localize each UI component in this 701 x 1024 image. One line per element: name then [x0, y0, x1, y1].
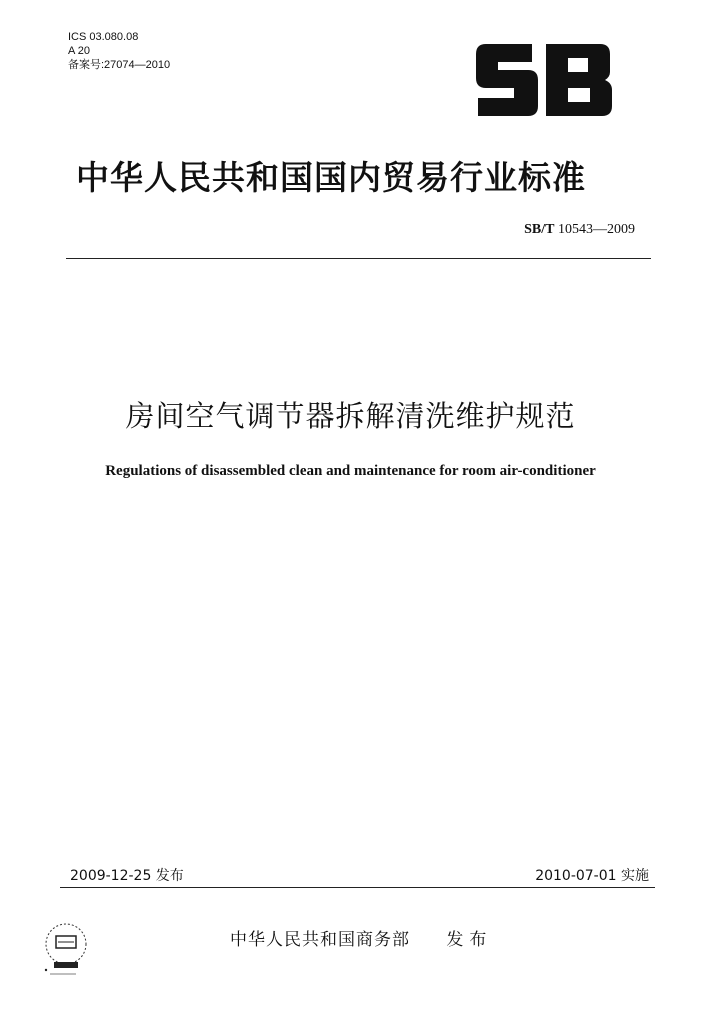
standard-number: 10543—2009: [558, 222, 635, 237]
standard-prefix: SB/T: [524, 222, 555, 237]
document-title: 房间空气调节器拆解清洗维护规范: [125, 399, 576, 433]
issue-date: 2009-12-25 发布: [70, 868, 184, 884]
organization-title: 中华人民共和国国内贸易行业标准: [76, 158, 586, 197]
ccs-code: A 20: [68, 45, 91, 57]
document-meta: [68, 30, 170, 72]
stamp-seal: [36, 918, 96, 978]
footer-divider: [60, 887, 655, 888]
issuing-authority: [230, 925, 492, 950]
header-divider: [66, 258, 651, 259]
record-number: 备案号:27074—2010: [68, 59, 171, 71]
implementation-date: 2010-07-01 实施: [535, 868, 649, 884]
issuer-name: 中华人民共和国商务部: [230, 930, 410, 950]
issue-action: 发布: [446, 930, 493, 950]
document-title-english: Regulations of disassembled clean and maintenance for room air-conditioner: [105, 463, 596, 479]
ics-code: ICS 03.080.08: [68, 31, 139, 43]
sb-logo: [472, 44, 614, 116]
standard-code: [524, 222, 635, 238]
